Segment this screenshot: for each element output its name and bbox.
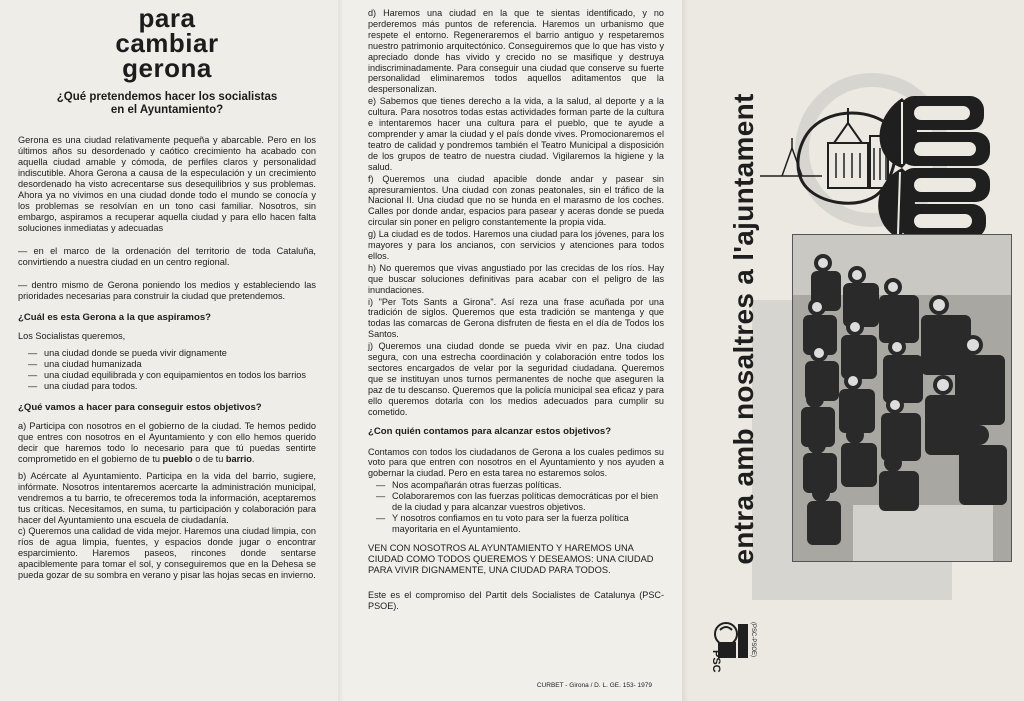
- list-item: — Y nosotros confiamos en tu voto para ser la fuerza política mayoritaria en el Ayuntamiento.: [376, 513, 664, 535]
- wants-intro: Los Socialistas queremos,: [18, 331, 126, 341]
- fold-shadow: [338, 0, 344, 701]
- left-panel: [0, 0, 338, 701]
- allies-paragraph: Contamos con todos los ciudadanos de Gerona a los cuales pedimos su voto para que entren con nosotros en el Ayuntamiento y nos ayuden a gobernar la ciudad. Pero en esta tarea no estaremos solos.: [368, 446, 664, 479]
- objective-h: h) No queremos que vivas angustiado por las crecidas de los ríos. Hay que buscar soluciones definitivas para acabar con el peligro de las inundaciones.: [368, 262, 664, 295]
- list-item: — una ciudad para todos.: [28, 381, 316, 392]
- objective-g: g) La ciudad es de todos. Haremos una ciudad para los jóvenes, para los mayores y para los ancianos, con servicios y atenciones para todos ellos.: [368, 229, 664, 261]
- list-item: — una ciudad humanizada: [28, 359, 316, 370]
- list-item: — una ciudad donde se pueda vivir dignamente: [28, 348, 316, 359]
- title-line-2: cambiar: [115, 28, 219, 58]
- title-line-1: para: [138, 3, 196, 33]
- intro-paragraph: Gerona es una ciudad relativamente pequeña y abarcable. Pero en los últimos años su desordenado y caótico crecimiento ha acabado con aquella ciudad amable y cómoda, de perfiles claros y personalidad indiscutible. Ahora Gerona a causa de la especulación y un crecimiento desordenado ha visto acrecentarse sus desequilibrios y sus problemas. Ahora ya no vivimos en una ciudad donde todo el mundo se conocía y los problemas se resolvían en un tono casi familiar. Nosotros, sin embargo, aspiramos a recuperar aquella ciudad y para ello hacen falta soluciones inmediatas y adecuadas: [18, 135, 316, 233]
- objective-f: f) Queremos una ciudad apacible donde andar y pasear sin apresuramientos. Una ciudad con zonas peatonales, sin el tráfico de la Nacional II. Una ciudad que no se hunda en el marasmo de los coches. Calles por donde andar, espacios para pasear y aceras donde se pueda circular sin poner en peligro constantemente la propia vida.: [368, 173, 664, 228]
- leaflet-subtitle: [18, 91, 316, 117]
- objective-d: d) Haremos una ciudad en la que te sientas identificado, y no perderemos más puntos de referencia. Haremos un urbanismo que respete el entorno. Regeneraremos el barrio antiguo y respetaremos nuestro patrimonio arquitectónico. Conseguiremos que lo que has visto y apreciado donde has vivido y crecido no se masifique y destruya indiscriminadamente. Para conseguir una ciudad que conserve su fuerte personalidad eliminaremos todos aquellos aditamentos que la despersonalizan.: [368, 8, 664, 95]
- middle-panel: [338, 0, 682, 701]
- objective-a-text-2: o de tu: [192, 454, 226, 464]
- objective-c: c) Queremos una calidad de vida mejor. Haremos una ciudad limpia, con ríos de agua limpia, fuentes, y espacios donde jugar o encontrar esparcimiento. Haremos paseos, rincones donde sentarse apaciblemente para tomar el sol, y conseguiremos que en la Dehesa se pueda gozar de su sombra en verano y pisar las hojas secas en invierno.: [18, 526, 316, 580]
- candidates-group-photo: [792, 234, 1012, 562]
- allies-list: [368, 480, 664, 535]
- local-point: — dentro mismo de Gerona poniendo los medios y estableciendo las prioridades necesarias para construir la ciudad que pretendemos.: [18, 280, 316, 301]
- cover-vertical-title: entra amb nosaltres a l'ajuntament: [728, 93, 759, 565]
- section-heading-allies: ¿Con quién contamos para alcanzar estos objetivos?: [368, 425, 612, 437]
- objective-a-text-3: .: [251, 454, 255, 464]
- subtitle-line-2: en el Ayuntamiento?: [110, 104, 224, 116]
- subtitle-line-1: ¿Qué pretendemos hacer los socialistas: [56, 91, 278, 103]
- fist-cathedral-emblem-icon: [752, 88, 1012, 248]
- fold-shadow: [682, 0, 688, 701]
- psc-name: PSC: [710, 650, 722, 673]
- objective-j: j) Queremos una ciudad donde se pueda vivir en paz. Una ciudad segura, con una estrecha coordinación y colaboración entre todos los sectores encargados de velar por la seguridad ciudadana. Queremos que se instituyan unos turnos permanentes de noche que aseguren la paz de tu descanso. Queremos que la policía municipal sea eficaz y para ello queremos dotarla con los medios adecuados para cumplir su cometido.: [368, 341, 664, 417]
- call-to-action: VEN CON NOSOTROS AL AYUNTAMIENTO Y HAREMOS UNA CIUDAD COMO TODOS QUEREMOS Y DESEAMOS: UNA CIUDAD PARA VIVIR DIGNAMENTE, UNA CIUDAD PARA TODOS.: [368, 543, 654, 576]
- regional-point: — en el marco de la ordenación del territorio de toda Cataluña, convirtiendo a nuestra ciudad en un centro regional.: [18, 246, 316, 267]
- list-item: — Nos acompañarán otras fuerzas políticas.: [376, 480, 664, 491]
- list-item: — Colaboraremos con las fuerzas políticas democráticas por el bien de la ciudad y para alcanzar vuestros objetivos.: [376, 491, 664, 513]
- psc-subname: (PSC-PSOE): [750, 622, 756, 658]
- leaflet-title: [18, 3, 316, 83]
- section-heading-aspiration: ¿Cuál es esta Gerona a la que aspiramos?: [18, 312, 212, 323]
- objective-a-bold-2: barrio: [225, 454, 252, 464]
- wants-list: [18, 348, 316, 392]
- printer-imprint: CURBET - Girona / D. L. GE. 153- 1979: [536, 682, 652, 689]
- title-line-3: gerona: [122, 53, 212, 83]
- objective-a: [18, 421, 316, 465]
- objective-e: e) Sabemos que tienes derecho a la vida, a la salud, al deporte y a la cultura. Para nosotros todas estas actividades forman parte de la cultura e intentaremos hacer una cultura para el pueblo, que te ayude a comprender y amar la ciudad y el país donde vives. Promocionaremos el teatro de calidad y pondremos también el Teatro Municipal a disposición de los grupos de teatro de nuestra ciudad. Vigilaremos la higiene y la salud.: [368, 96, 664, 172]
- party-commitment: Este es el compromiso del Partit dels Socialistes de Catalunya (PSC-PSOE).: [368, 590, 664, 612]
- section-heading-objectives: ¿Qué vamos a hacer para conseguir estos objetivos?: [18, 402, 262, 413]
- group-photo-people-icon: [793, 235, 1011, 561]
- objective-b: b) Acércate al Ayuntamiento. Participa en la vida del barrio, sugiere, infórmate. Nosotros intentaremos acercarte la administración municipal, vendremos a tu barrio, te ofreceremos toda la información, aceptaremos tus críticas. Necesitamos, en suma, tu participación y colaboración para hacer del Ayuntamiento una escuela de ciudadanía.: [18, 471, 316, 525]
- objective-i: i) "Per Tots Sants a Girona". Así reza una frase acuñada por una tradición de siglos. Queremos que esta tradición se mantenga y que todas las comarcas de Gerona disfruten de fiesta en el día de Todos los Santos.: [368, 296, 664, 340]
- objective-a-text-1: a) Participa con nosotros en el gobierno de la ciudad. Te hemos pedido que entres con nosotros en el Ayuntamiento y con ello hemos querido decir que haremos todo lo necesario para que tú puedas sentirte comprometido en el gobierno de tu: [18, 421, 316, 464]
- objective-a-bold-1: pueblo: [162, 454, 193, 464]
- list-item: — una ciudad equilibrada y con equipamientos en todos los barrios: [28, 370, 316, 381]
